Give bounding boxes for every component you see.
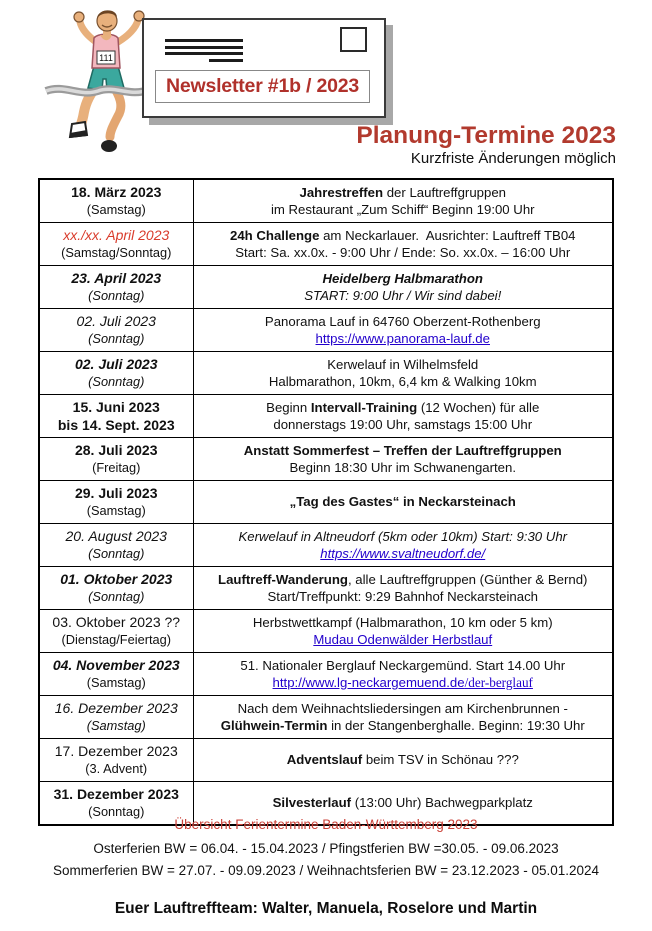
- event-link[interactable]: Mudau Odenwälder Herbstlauf: [313, 632, 493, 647]
- table-row: [39, 266, 613, 309]
- text-segment: 04. November 2023: [52, 657, 180, 674]
- runner-left-fist: [74, 12, 84, 22]
- date-cell: [39, 739, 193, 782]
- text-segment: (Samstag): [86, 674, 146, 690]
- ferien-title: Übersicht Ferientermine Baden-Württemberg 2023: [174, 817, 478, 832]
- date-cell: [39, 481, 193, 524]
- address-line: [165, 39, 243, 42]
- event-line: [197, 201, 610, 218]
- text-segment: (12 Wochen) für alle: [417, 399, 540, 415]
- event-line: [197, 717, 610, 734]
- text-segment: 28. Juli 2023: [74, 442, 158, 459]
- text-segment: (Sonntag): [88, 803, 145, 819]
- event-line: [197, 657, 610, 674]
- date-line: [43, 331, 190, 348]
- event-line: [197, 270, 610, 287]
- termine-table: [38, 178, 614, 826]
- date-line: [43, 613, 190, 631]
- text-segment: 16. Dezember 2023: [54, 700, 178, 717]
- date-line: [43, 202, 190, 219]
- runner-back-shoe: [101, 140, 117, 152]
- event-line: [197, 330, 610, 347]
- date-line: [43, 226, 190, 244]
- date-line: [43, 675, 190, 692]
- ferien-dates-line-1: Osterferien BW = 06.04. - 15.04.2023 / Pfingstferien BW =30.05. - 09.06.2023: [93, 841, 559, 856]
- event-cell: [193, 179, 613, 223]
- text-segment: 20. August 2023: [65, 528, 167, 545]
- text-segment: 02. Juli 2023: [76, 313, 156, 330]
- text-segment: 03. Oktober 2023 ??: [52, 614, 181, 631]
- date-cell: [39, 352, 193, 395]
- event-cell: [193, 266, 613, 309]
- event-line: [197, 700, 610, 717]
- text-segment: (Sonntag): [88, 330, 145, 346]
- envelope-address-lines: [165, 39, 243, 65]
- date-line: [43, 183, 190, 201]
- event-cell: [193, 610, 613, 653]
- date-cell: [39, 438, 193, 481]
- text-segment: 24h Challenge: [230, 227, 320, 243]
- text-segment: Lauftreff-Wanderung: [218, 571, 348, 587]
- date-line: [43, 632, 190, 649]
- table-row: [39, 309, 613, 352]
- date-line: [43, 416, 190, 434]
- text-segment: xx./xx. April 2023: [63, 227, 170, 244]
- date-line: [43, 460, 190, 477]
- text-segment: (Samstag/Sonntag): [61, 244, 172, 260]
- stamp-box: [340, 27, 367, 52]
- event-line: [197, 244, 610, 261]
- event-line: [197, 674, 610, 691]
- address-line: [165, 46, 243, 49]
- event-cell: [193, 395, 613, 438]
- page-title: Planung-Termine 2023: [356, 122, 616, 149]
- text-segment: , alle Lauftreffgruppen (Günther & Bernd): [347, 571, 588, 587]
- date-line: [43, 441, 190, 459]
- table-row: [39, 481, 613, 524]
- date-line: [43, 288, 190, 305]
- text-segment: Panorama Lauf in 64760 Oberzent-Rothenberg: [264, 313, 541, 329]
- table-row: [39, 223, 613, 266]
- date-line: [43, 785, 190, 803]
- ferien-dates-line-2: Sommerferien BW = 27.07. - 09.09.2023 / Weihnachtsferien BW = 23.12.2023 - 05.01.2024: [52, 863, 600, 878]
- text-segment: 15. Juni 2023: [72, 398, 160, 415]
- date-cell: [39, 524, 193, 567]
- text-segment: Start: Sa. xx.0x. - 9:00 Uhr / Ende: So. xx.0x. – 16:00 Uhr: [235, 245, 571, 260]
- text-segment: (Samstag): [86, 717, 146, 733]
- envelope-graphic: [142, 18, 386, 118]
- date-line: [43, 742, 190, 760]
- event-cell: [193, 739, 613, 782]
- text-segment: (Freitag): [92, 459, 141, 475]
- text-segment: Glühwein-Termin: [220, 718, 328, 733]
- text-segment: (Samstag): [86, 502, 146, 518]
- text-segment: Silvesterlauf: [272, 795, 352, 811]
- event-cell: [193, 352, 613, 395]
- text-segment: in der Stangenberghalle. Beginn: 19:30 Uhr: [327, 718, 585, 733]
- date-line: [43, 761, 190, 778]
- text-segment: Nach dem Weihnachtsliedersingen am Kirchenbrunnen -: [237, 700, 568, 716]
- date-line: [43, 484, 190, 502]
- event-cell: [193, 696, 613, 739]
- table-row: [39, 524, 613, 567]
- event-cell: [193, 309, 613, 352]
- event-line: [197, 442, 610, 459]
- date-cell: [39, 266, 193, 309]
- text-segment: Intervall-Training: [310, 399, 418, 415]
- date-cell: [39, 610, 193, 653]
- text-segment: (3. Advent): [85, 760, 148, 776]
- date-line: [43, 312, 190, 330]
- event-link[interactable]: http://www.lg-neckargemuend.de: [272, 675, 465, 690]
- text-segment: START: 9:00 Uhr / Wir sind dabei!: [304, 288, 502, 303]
- text-segment: (Dienstag/Feiertag): [61, 631, 172, 647]
- date-line: [43, 527, 190, 545]
- event-line: [197, 794, 610, 811]
- event-line: [197, 493, 610, 510]
- text-segment: bis 14. Sept. 2023: [57, 417, 175, 433]
- text-segment: (Samstag): [86, 201, 146, 217]
- table-row: [39, 610, 613, 653]
- event-cell: [193, 438, 613, 481]
- event-line: [197, 751, 610, 768]
- text-segment: 02. Juli 2023: [74, 356, 158, 373]
- date-cell: [39, 223, 193, 266]
- event-link[interactable]: https://www.svaltneudorf.de/: [320, 546, 486, 561]
- date-cell: [39, 395, 193, 438]
- text-segment: 31. Dezember 2023: [53, 786, 179, 803]
- newsletter-label-box: [155, 70, 370, 103]
- text-segment: Adventslauf: [286, 752, 363, 768]
- event-cell: [193, 524, 613, 567]
- text-segment: (13:00 Uhr) Bachwegparkplatz: [351, 795, 533, 811]
- table-row: [39, 696, 613, 739]
- event-line: [197, 571, 610, 588]
- text-segment: im Restaurant „Zum Schiff“ Beginn 19:00 Uhr: [270, 202, 535, 217]
- page-subtitle: Kurzfriste Änderungen möglich: [410, 150, 616, 167]
- text-segment: Herbstwettkampf (Halbmarathon, 10 km oder 5 km): [252, 614, 553, 630]
- text-segment: Kerwelauf in Wilhelmsfeld: [327, 356, 479, 372]
- text-segment: 51. Nationaler Berglauf Neckargemünd. Start 14.00 Uhr: [240, 657, 566, 673]
- event-cell: [193, 653, 613, 696]
- text-segment: 29. Juli 2023: [74, 485, 158, 502]
- date-line: [43, 589, 190, 606]
- table-row: [39, 352, 613, 395]
- event-line: [197, 313, 610, 330]
- event-line: [197, 459, 610, 476]
- event-line: [197, 184, 610, 201]
- date-line: [43, 656, 190, 674]
- date-line: [43, 503, 190, 520]
- text-segment: (Sonntag): [88, 545, 145, 561]
- termine-table-body: [39, 179, 613, 825]
- address-line: [165, 52, 243, 55]
- date-line: [43, 699, 190, 717]
- event-line: [197, 588, 610, 605]
- date-cell: [39, 309, 193, 352]
- text-segment: (Sonntag): [88, 588, 145, 604]
- text-segment: Halbmarathon, 10km, 6,4 km & Walking 10km: [268, 374, 537, 389]
- table-row: [39, 438, 613, 481]
- text-segment: Jahrestreffen: [299, 184, 384, 200]
- event-line: [197, 614, 610, 631]
- date-line: [43, 398, 190, 416]
- event-line: [197, 528, 610, 545]
- text-segment: (Sonntag): [88, 373, 145, 389]
- table-row: [39, 179, 613, 223]
- event-line: [197, 631, 610, 648]
- text-segment: 17. Dezember 2023: [54, 743, 178, 760]
- event-cell: [193, 481, 613, 524]
- date-line: [43, 355, 190, 373]
- date-line: [43, 269, 190, 287]
- text-segment: Beginn: [266, 399, 311, 415]
- event-line: [197, 545, 610, 562]
- date-line: [43, 245, 190, 262]
- date-line: [43, 570, 190, 588]
- table-row: [39, 653, 613, 696]
- table-row: [39, 567, 613, 610]
- newsletter-label: Newsletter #1b / 2023: [165, 75, 360, 97]
- text-segment: am Neckarlauer. Ausrichter: Lauftreff TB04: [319, 227, 576, 243]
- date-line: [43, 718, 190, 735]
- date-cell: [39, 179, 193, 223]
- runner-right-arm: [118, 20, 138, 42]
- event-line: [197, 399, 610, 416]
- event-line: [197, 287, 610, 304]
- table-row: [39, 395, 613, 438]
- event-cell: [193, 567, 613, 610]
- text-segment: 01. Oktober 2023: [60, 571, 173, 588]
- event-line: [197, 356, 610, 373]
- text-segment: Start/Treffpunkt: 9:29 Bahnhof Neckarsteinach: [267, 589, 538, 604]
- date-cell: [39, 653, 193, 696]
- text-segment: beim TSV in Schönau ???: [362, 752, 519, 768]
- text-segment: 18. März 2023: [71, 184, 162, 201]
- text-segment: Kerwelauf in Altneudorf (5km oder 10km) Start: 9:30 Uhr: [238, 528, 568, 544]
- team-signature: Euer Lauftreffteam: Walter, Manuela, Roselore und Martin: [114, 900, 538, 917]
- text-segment: Beginn 18:30 Uhr im Schwanengarten.: [289, 460, 517, 475]
- date-cell: [39, 567, 193, 610]
- date-line: [43, 374, 190, 391]
- table-row: [39, 739, 613, 782]
- event-line: [197, 373, 610, 390]
- text-segment: (Sonntag): [88, 287, 145, 303]
- runner-bib-number: 111: [99, 53, 113, 63]
- text-segment: „Tag des Gastes“ in Neckarsteinach: [289, 494, 516, 510]
- event-link[interactable]: https://www.panorama-lauf.de: [315, 331, 490, 346]
- text-segment: 23. April 2023: [71, 270, 162, 287]
- text-segment: donnerstags 19:00 Uhr, samstags 15:00 Uhr: [273, 417, 533, 432]
- event-line: [197, 416, 610, 433]
- address-line: [209, 59, 243, 62]
- event-cell: [193, 223, 613, 266]
- date-line: [43, 546, 190, 563]
- text-segment: Anstatt Sommerfest – Treffen der Lauftreffgruppen: [243, 442, 562, 458]
- text-segment: Heidelberg Halbmarathon: [322, 270, 483, 286]
- event-line: [197, 227, 610, 244]
- date-cell: [39, 696, 193, 739]
- event-link[interactable]: /der-berglauf: [464, 675, 533, 690]
- text-segment: der Lauftreffgruppen: [383, 184, 506, 200]
